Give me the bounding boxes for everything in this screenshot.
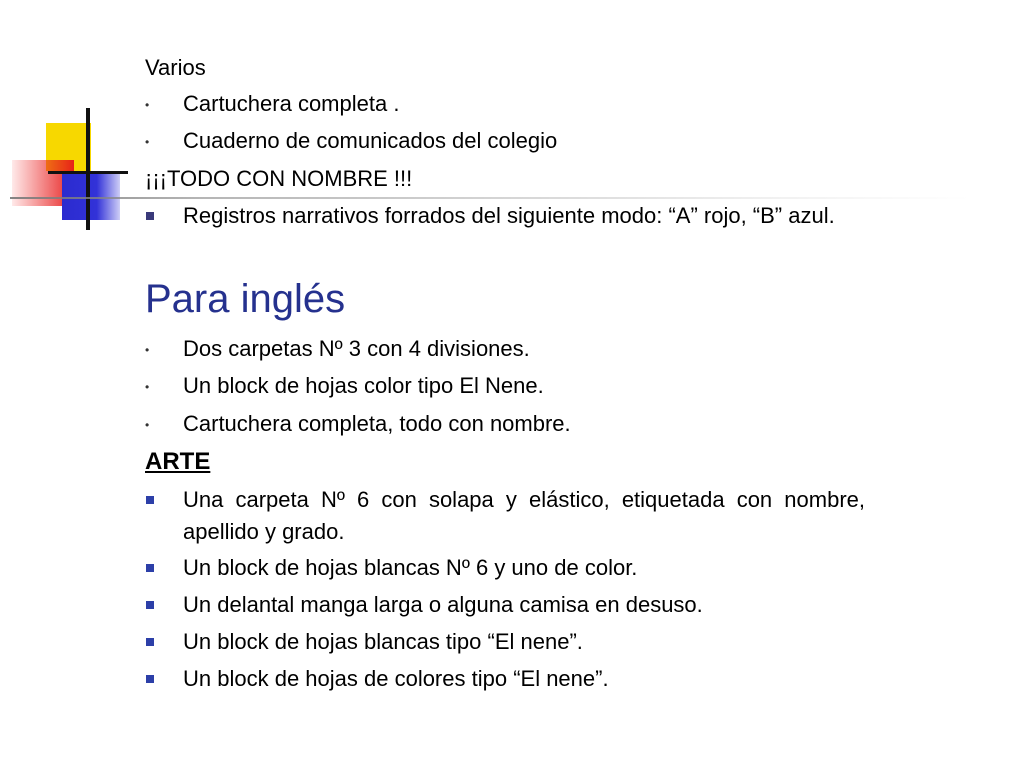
list-item-text: Cartuchera completa, todo con nombre.	[183, 411, 571, 436]
list-item	[145, 88, 865, 120]
bullet-dot-icon: •	[145, 135, 150, 149]
vertical-line	[86, 108, 90, 230]
list-item	[145, 333, 865, 365]
bullet-dot-icon: •	[145, 418, 150, 432]
square-bullet-icon	[146, 675, 154, 683]
list-item	[145, 589, 865, 621]
list-item	[145, 663, 865, 695]
square-bullet-icon	[146, 564, 154, 572]
square-bullet-icon	[146, 212, 154, 220]
bullet-dot-icon: •	[145, 380, 150, 394]
list-item-text: Un block de hojas blancas tipo “El nene”.	[183, 629, 583, 654]
list-item-text: Un block de hojas color tipo El Nene.	[183, 373, 544, 398]
emphasis-text: ¡¡¡TODO CON NOMBRE !!!	[145, 166, 413, 191]
list-item	[145, 484, 865, 548]
section-title-varios: Varios	[145, 55, 206, 80]
list-item-text: Un delantal manga larga o alguna camisa en desuso.	[183, 592, 703, 617]
list-item-text: Registros narrativos forrados del siguiente modo: “A” rojo, “B” azul.	[183, 203, 835, 228]
list-item	[145, 552, 865, 584]
list-item-text: Cuaderno de comunicados del colegio	[183, 128, 558, 153]
list-item-text: Un block de hojas de colores tipo “El nene”.	[183, 666, 609, 691]
bullet-dot-icon: •	[145, 343, 150, 357]
list-item	[145, 626, 865, 658]
list-item	[145, 408, 865, 440]
list-item-text: Dos carpetas Nº 3 con 4 divisiones.	[183, 336, 530, 361]
list-item-text: Un block de hojas blancas Nº 6 y uno de color.	[183, 555, 638, 580]
list-item-text: Una carpeta Nº 6 con solapa y elástico, etiquetada con nombre, apellido y grado.	[183, 487, 865, 544]
heading-arte: ARTE	[145, 448, 211, 475]
square-bullet-icon	[146, 601, 154, 609]
bullet-dot-icon: •	[145, 98, 150, 112]
list-item	[145, 370, 865, 402]
square-bullet-icon	[146, 638, 154, 646]
blue-square	[62, 172, 120, 220]
list-item-text: Cartuchera completa .	[183, 91, 400, 116]
horizontal-line-short	[48, 171, 128, 174]
list-item	[145, 125, 865, 157]
horizontal-rule	[10, 197, 970, 199]
list-item	[145, 200, 865, 232]
square-bullet-icon	[146, 496, 154, 504]
heading-para-ingles: Para inglés	[145, 277, 346, 321]
